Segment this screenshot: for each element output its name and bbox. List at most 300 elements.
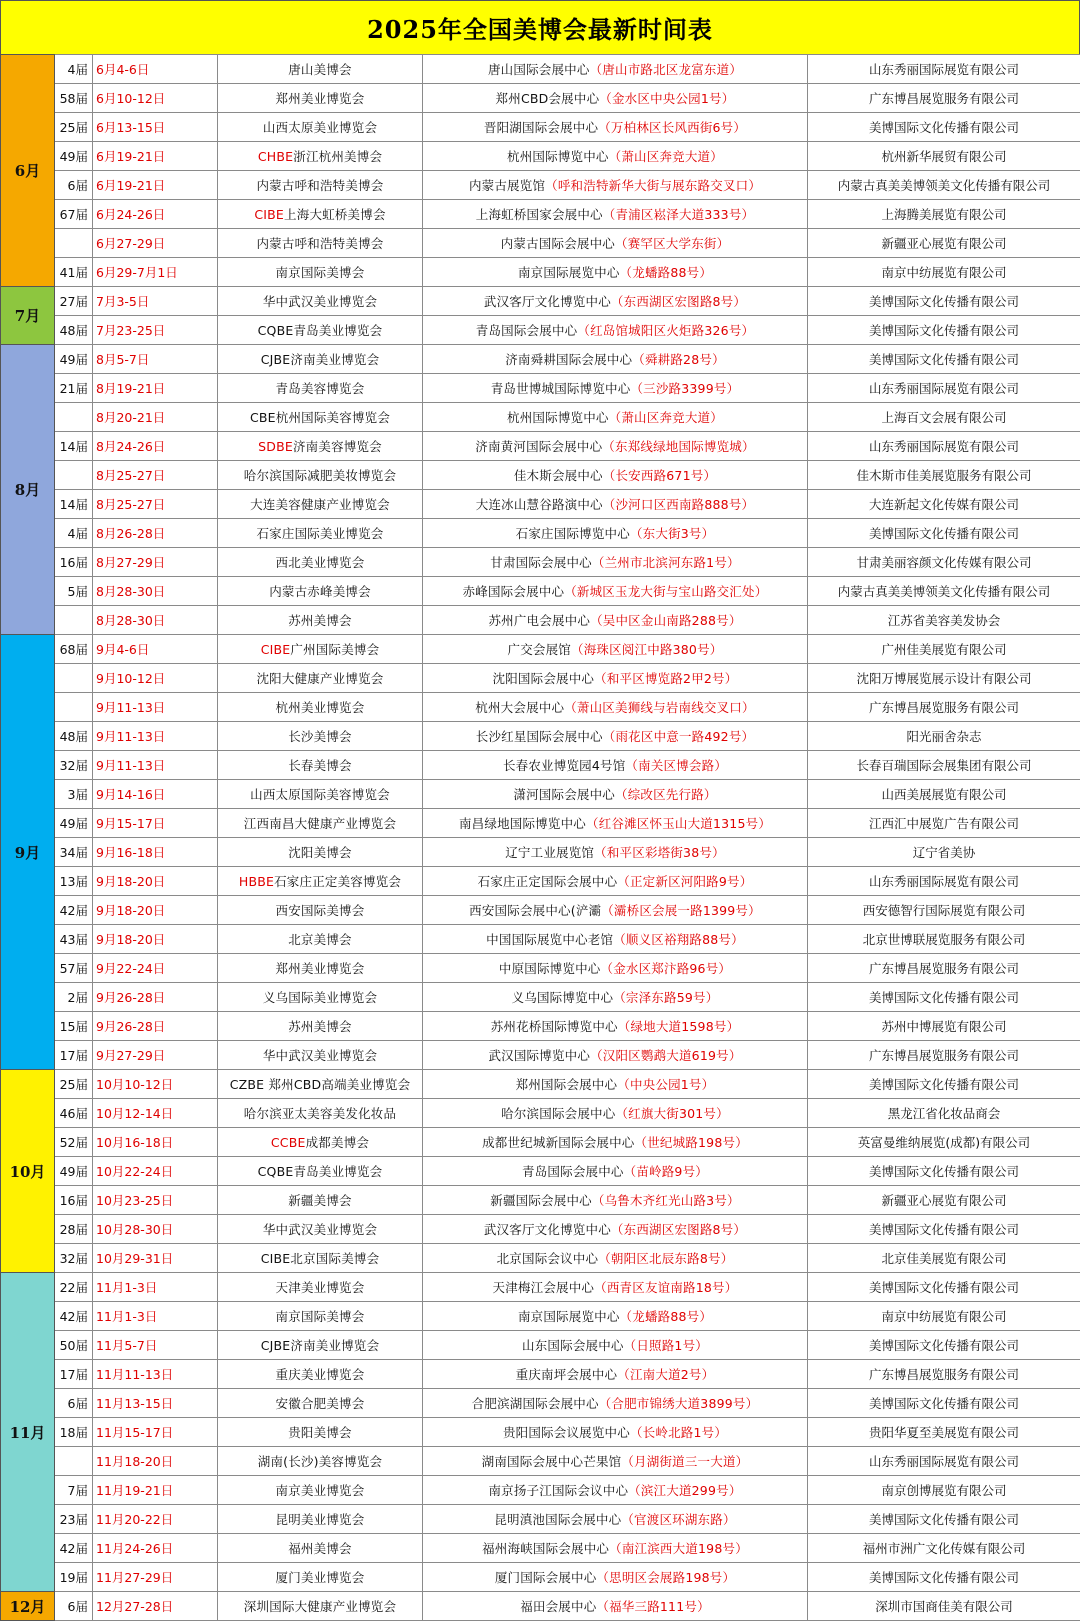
organizer-text: 美博国际文化传播有限公司 <box>869 526 1019 541</box>
venue-name: 杭州国际博览中心 <box>507 410 609 425</box>
venue-cell <box>423 1099 808 1128</box>
expo-name-cell <box>218 1563 423 1592</box>
venue-address: 舜耕路28号 <box>645 352 712 367</box>
venue-address: 汉阳区鹦鹉大道619号 <box>603 1048 729 1063</box>
date-text: 10月29-31日 <box>96 1251 173 1266</box>
venue-name: 重庆南坪会展中心 <box>516 1367 618 1382</box>
venue-address-open-paren: （ <box>571 642 584 657</box>
edition-cell <box>55 1070 93 1099</box>
table-row <box>1 432 1080 461</box>
edition-cell <box>55 1360 93 1389</box>
venue-address-close-paren: ） <box>727 1019 740 1034</box>
organizer-text: 广东博昌展览服务有限公司 <box>869 961 1019 976</box>
date-cell <box>93 983 218 1012</box>
venue-name: 甘肃国际会展中心 <box>490 555 592 570</box>
date-cell <box>93 1360 218 1389</box>
date-cell <box>93 1389 218 1418</box>
edition-text: 14届 <box>60 439 88 454</box>
edition-cell <box>55 1157 93 1186</box>
edition-cell <box>55 1215 93 1244</box>
expo-name-text: 昆明美业博览会 <box>276 1512 365 1527</box>
venue-name: 辽宁工业展览馆 <box>505 845 594 860</box>
venue-address-open-paren: （ <box>625 758 638 773</box>
venue-address-open-paren: （ <box>577 323 590 338</box>
organizer-text: 北京佳美展览有限公司 <box>881 1251 1006 1266</box>
edition-text: 58届 <box>60 91 88 106</box>
table-row <box>1 809 1080 838</box>
table-row <box>1 113 1080 142</box>
date-text: 11月27-29日 <box>96 1570 173 1585</box>
table-row <box>1 1244 1080 1273</box>
date-cell <box>93 461 218 490</box>
venue-address-close-paren: ） <box>702 1077 715 1092</box>
venue-address-open-paren: （ <box>628 1483 641 1498</box>
table-row <box>1 1476 1080 1505</box>
organizer-text: 南京中纺展览有限公司 <box>881 265 1006 280</box>
venue-cell <box>423 548 808 577</box>
edition-cell <box>55 925 93 954</box>
organizer-cell <box>808 925 1080 954</box>
schedule-table <box>0 54 1080 1621</box>
date-cell <box>93 693 218 722</box>
venue-address: 苗岭路9号 <box>636 1164 695 1179</box>
table-row <box>1 1012 1080 1041</box>
organizer-text: 美博国际文化传播有限公司 <box>869 120 1019 135</box>
edition-cell <box>55 461 93 490</box>
edition-text: 49届 <box>60 149 88 164</box>
edition-cell <box>55 838 93 867</box>
venue-address-close-paren: ） <box>703 468 716 483</box>
organizer-text: 美博国际文化传播有限公司 <box>869 1396 1019 1411</box>
organizer-text: 美博国际文化传播有限公司 <box>869 1570 1019 1585</box>
venue-name: 合肥滨湖国际会展中心 <box>472 1396 599 1411</box>
edition-cell <box>55 577 93 606</box>
organizer-text: 山东秀丽国际展览有限公司 <box>869 439 1019 454</box>
venue-address-close-paren: ） <box>706 990 719 1005</box>
venue-name: 潇河国际会展中心 <box>513 787 615 802</box>
edition-cell <box>55 519 93 548</box>
expo-brand-prefix: HBBE <box>239 874 274 889</box>
date-text: 6月29-7月1日 <box>96 265 178 280</box>
venue-cell <box>423 1041 808 1070</box>
organizer-text: 西安德智行国际展览有限公司 <box>863 903 1026 918</box>
expo-name-cell <box>218 1534 423 1563</box>
organizer-text: 山东秀丽国际展览有限公司 <box>869 874 1019 889</box>
venue-address: 呼和浩特新华大街与展东路交叉口 <box>558 178 749 193</box>
venue-address-open-paren: （ <box>601 903 614 918</box>
venue-address: 三沙路3399号 <box>643 381 726 396</box>
table-row <box>1 1128 1080 1157</box>
expo-name-text: CQBE青岛美业博览会 <box>258 323 383 338</box>
edition-cell <box>55 1041 93 1070</box>
venue-address: 和平区博览路2甲2号 <box>607 671 725 686</box>
venue-address: 世纪城路198号 <box>647 1135 735 1150</box>
table-row <box>1 925 1080 954</box>
venue-address: 雨花区中意一路492号 <box>615 729 741 744</box>
edition-text: 34届 <box>60 845 88 860</box>
organizer-cell <box>808 1476 1080 1505</box>
edition-cell <box>55 403 93 432</box>
edition-text: 25届 <box>60 1077 88 1092</box>
organizer-text: 上海腾美展览有限公司 <box>881 207 1006 222</box>
edition-text: 19届 <box>60 1570 88 1585</box>
date-cell <box>93 867 218 896</box>
date-text: 8月25-27日 <box>96 497 165 512</box>
edition-text: 18届 <box>60 1425 88 1440</box>
edition-text: 41届 <box>60 265 88 280</box>
edition-text: 13届 <box>60 874 88 889</box>
table-row <box>1 780 1080 809</box>
venue-name: 青岛国际会展中心 <box>476 323 578 338</box>
organizer-cell <box>808 1128 1080 1157</box>
date-cell <box>93 1099 218 1128</box>
expo-name-text: 郑州美业博览会 <box>276 91 365 106</box>
venue-address-close-paren: ） <box>710 149 723 164</box>
venue-name: 南昌绿地国际博览中心 <box>459 816 586 831</box>
venue-address-close-paren: ） <box>702 1367 715 1382</box>
organizer-text: 江苏省美容美发协会 <box>888 613 1001 628</box>
expo-name-text: 内蒙古呼和浩特美博会 <box>256 178 383 193</box>
organizer-cell <box>808 1331 1080 1360</box>
table-row <box>1 635 1080 664</box>
expo-brand-prefix: CIBE <box>261 642 291 657</box>
organizer-cell <box>808 1389 1080 1418</box>
organizer-cell <box>808 1273 1080 1302</box>
venue-address-close-paren: ） <box>733 120 746 135</box>
organizer-text: 广东博昌展览服务有限公司 <box>869 1048 1019 1063</box>
expo-name-text: 内蒙古呼和浩特美博会 <box>256 236 383 251</box>
edition-text: 68届 <box>60 642 88 657</box>
expo-name-text: 山西太原美业博览会 <box>263 120 377 135</box>
venue-cell <box>423 258 808 287</box>
expo-name-cell <box>218 1186 423 1215</box>
venue-address: 东西湖区宏图路8号 <box>624 294 734 309</box>
edition-cell <box>55 84 93 113</box>
venue-address: 长安西路671号 <box>615 468 703 483</box>
venue-address-open-paren: （ <box>564 700 577 715</box>
organizer-cell <box>808 722 1080 751</box>
date-cell <box>93 1041 218 1070</box>
venue-address-close-paren: ） <box>731 932 744 947</box>
venue-address-open-paren: （ <box>617 1367 630 1382</box>
expo-name-cell <box>218 751 423 780</box>
expo-brand-prefix: CCBE <box>271 1135 306 1150</box>
venue-name: 上海虹桥国家会展中心 <box>476 207 603 222</box>
table-row <box>1 258 1080 287</box>
date-text: 6月19-21日 <box>96 149 165 164</box>
venue-name: 成都世纪城新国际会展中心 <box>482 1135 634 1150</box>
expo-name-text: 义乌国际美业博览会 <box>263 990 377 1005</box>
date-text: 9月18-20日 <box>96 903 165 918</box>
venue-address: 南江滨西大道198号 <box>622 1541 735 1556</box>
table-row <box>1 1563 1080 1592</box>
organizer-text: 佳木斯市佳美展览服务有限公司 <box>856 468 1031 483</box>
organizer-text: 美博国际文化传播有限公司 <box>869 294 1019 309</box>
edition-text: 28届 <box>60 1222 88 1237</box>
date-text: 11月1-3日 <box>96 1309 157 1324</box>
organizer-text: 黑龙江省化妆品商会 <box>888 1106 1001 1121</box>
organizer-text: 内蒙古真美美博领美文化传播有限公司 <box>838 584 1051 599</box>
edition-cell <box>55 316 93 345</box>
venue-cell <box>423 519 808 548</box>
venue-address: 官渡区环湖东路 <box>634 1512 723 1527</box>
expo-name-cell <box>218 200 423 229</box>
organizer-cell <box>808 1157 1080 1186</box>
venue-address-close-paren: ） <box>742 323 755 338</box>
expo-name-text: 深圳国际大健康产业博览会 <box>244 1599 396 1614</box>
expo-name-cell <box>218 664 423 693</box>
venue-address-close-paren: ） <box>736 1454 749 1469</box>
expo-name-cell <box>218 1041 423 1070</box>
expo-name-text: 长春美博会 <box>288 758 352 773</box>
edition-cell <box>55 983 93 1012</box>
organizer-cell <box>808 896 1080 925</box>
venue-cell <box>423 1244 808 1273</box>
venue-address: 长岭北路1号 <box>643 1425 715 1440</box>
edition-text: 15届 <box>60 1019 88 1034</box>
organizer-cell <box>808 983 1080 1012</box>
organizer-cell <box>808 519 1080 548</box>
venue-address-open-paren: （ <box>594 845 607 860</box>
venue-cell <box>423 1360 808 1389</box>
table-row <box>1 577 1080 606</box>
venue-cell <box>423 1534 808 1563</box>
organizer-text: 美博国际文化传播有限公司 <box>869 1077 1019 1092</box>
edition-cell <box>55 258 93 287</box>
table-row <box>1 664 1080 693</box>
venue-cell <box>423 1563 808 1592</box>
expo-name-text: 山西太原国际美容博览会 <box>250 787 390 802</box>
organizer-text: 新疆亚心展览有限公司 <box>881 1193 1006 1208</box>
venue-address-close-paren: ） <box>735 1541 748 1556</box>
expo-name-text: 成都美博会 <box>306 1135 370 1150</box>
venue-address-open-paren: （ <box>594 671 607 686</box>
organizer-text: 上海百文会展有限公司 <box>881 410 1006 425</box>
organizer-cell <box>808 316 1080 345</box>
table-row <box>1 316 1080 345</box>
venue-address-open-paren: （ <box>611 294 624 309</box>
expo-name-cell <box>218 1476 423 1505</box>
venue-address: 萧山区美狮线与岩南线交叉口 <box>577 700 742 715</box>
table-row <box>1 1331 1080 1360</box>
expo-name-text: CQBE青岛美业博览会 <box>258 1164 383 1179</box>
expo-name-text: CZBE 郑州CBD高端美业博览会 <box>230 1077 411 1092</box>
venue-address-close-paren: ） <box>714 758 727 773</box>
date-text: 9月11-13日 <box>96 729 165 744</box>
edition-cell <box>55 1302 93 1331</box>
venue-cell <box>423 722 808 751</box>
venue-cell <box>423 606 808 635</box>
venue-address-close-paren: ） <box>727 555 740 570</box>
table-row <box>1 171 1080 200</box>
venue-address: 中央公园1号 <box>630 1077 702 1092</box>
expo-name-cell <box>218 374 423 403</box>
edition-cell <box>55 1418 93 1447</box>
edition-cell <box>55 113 93 142</box>
organizer-text: 美博国际文化传播有限公司 <box>869 323 1019 338</box>
venue-cell <box>423 1012 808 1041</box>
venue-cell <box>423 780 808 809</box>
expo-name-text: 南京美业博览会 <box>276 1483 365 1498</box>
date-cell <box>93 55 218 84</box>
date-cell <box>93 1505 218 1534</box>
date-text: 10月10-12日 <box>96 1077 173 1092</box>
venue-address: 合肥市锦绣大道3899号 <box>611 1396 745 1411</box>
expo-name-cell <box>218 925 423 954</box>
venue-cell <box>423 461 808 490</box>
edition-cell <box>55 1592 93 1621</box>
venue-cell <box>423 84 808 113</box>
table-row <box>1 1070 1080 1099</box>
date-text: 9月18-20日 <box>96 932 165 947</box>
venue-address-close-paren: ） <box>742 497 755 512</box>
venue-name: 杭州大会展中心 <box>475 700 564 715</box>
venue-cell <box>423 1505 808 1534</box>
expo-name-cell <box>218 983 423 1012</box>
organizer-cell <box>808 171 1080 200</box>
table-row <box>1 1157 1080 1186</box>
table-row <box>1 403 1080 432</box>
organizer-cell <box>808 867 1080 896</box>
venue-name: 哈尔滨国际会展中心 <box>501 1106 615 1121</box>
table-row <box>1 519 1080 548</box>
edition-text: 27届 <box>60 294 88 309</box>
edition-text: 2届 <box>68 990 88 1005</box>
edition-text: 67届 <box>60 207 88 222</box>
organizer-text: 内蒙古真美美博领美文化传播有限公司 <box>838 178 1051 193</box>
date-text: 6月19-21日 <box>96 178 165 193</box>
venue-address-open-paren: （ <box>624 1338 637 1353</box>
edition-cell <box>55 751 93 780</box>
edition-cell <box>55 1447 93 1476</box>
organizer-cell <box>808 1563 1080 1592</box>
venue-name: 青岛国际会展中心 <box>522 1164 624 1179</box>
date-cell <box>93 519 218 548</box>
table-row <box>1 1534 1080 1563</box>
venue-address-open-paren: （ <box>617 1077 630 1092</box>
venue-address-close-paren: ） <box>716 1106 729 1121</box>
date-text: 8月25-27日 <box>96 468 165 483</box>
date-text: 9月11-13日 <box>96 700 165 715</box>
venue-address-open-paren: （ <box>620 1309 633 1324</box>
table-row <box>1 1592 1080 1621</box>
expo-name-text: CJBE济南美业博览会 <box>261 1338 380 1353</box>
expo-name-text: 华中武汉美业博览会 <box>263 1222 377 1237</box>
date-text: 6月13-15日 <box>96 120 165 135</box>
venue-cell <box>423 432 808 461</box>
venue-address-close-paren: ） <box>755 584 768 599</box>
organizer-text: 江西汇中展览广告有限公司 <box>869 816 1019 831</box>
venue-address: 正定新区河阳路9号 <box>630 874 740 889</box>
venue-cell <box>423 1331 808 1360</box>
organizer-text: 美博国际文化传播有限公司 <box>869 990 1019 1005</box>
venue-address-close-paren: ） <box>704 787 717 802</box>
venue-address-open-paren: （ <box>630 526 643 541</box>
venue-address-open-paren: （ <box>630 381 643 396</box>
date-text: 11月5-7日 <box>96 1338 157 1353</box>
edition-text: 6届 <box>68 178 88 193</box>
venue-address-open-paren: （ <box>600 961 613 976</box>
venue-name: 内蒙古国际会展中心 <box>501 236 615 251</box>
edition-cell <box>55 1331 93 1360</box>
edition-text: 49届 <box>60 352 88 367</box>
table-row <box>1 867 1080 896</box>
venue-address: 顺义区裕翔路88号 <box>626 932 731 947</box>
edition-cell <box>55 1389 93 1418</box>
date-text: 8月5-7日 <box>96 352 149 367</box>
venue-name: 杭州国际博览中心 <box>507 149 609 164</box>
venue-name: 北京国际会议中心 <box>497 1251 599 1266</box>
venue-address-close-paren: ） <box>695 1338 708 1353</box>
expo-name-cell <box>218 432 423 461</box>
venue-address-open-paren: （ <box>590 1048 603 1063</box>
organizer-text: 山东秀丽国际展览有限公司 <box>869 62 1019 77</box>
date-cell <box>93 1563 218 1592</box>
venue-name: 沈阳国际会展中心 <box>493 671 595 686</box>
venue-cell <box>423 1273 808 1302</box>
edition-text: 16届 <box>60 555 88 570</box>
expo-name-text: 江西南昌大健康产业博览会 <box>244 816 396 831</box>
venue-name: 济南舜耕国际会展中心 <box>505 352 632 367</box>
organizer-cell <box>808 113 1080 142</box>
venue-cell <box>423 1215 808 1244</box>
venue-address-open-paren: （ <box>632 352 645 367</box>
venue-address-open-paren: （ <box>609 1541 622 1556</box>
organizer-text: 山东秀丽国际展览有限公司 <box>869 381 1019 396</box>
organizer-cell <box>808 345 1080 374</box>
date-text: 10月22-24日 <box>96 1164 173 1179</box>
edition-cell <box>55 1534 93 1563</box>
venue-address: 综改区先行路 <box>628 787 704 802</box>
venue-address-close-paren: ） <box>746 1396 759 1411</box>
venue-name: 福州海峡国际会展中心 <box>482 1541 609 1556</box>
month-cell: 10月 <box>1 1070 55 1273</box>
edition-cell <box>55 867 93 896</box>
venue-cell <box>423 1592 808 1621</box>
edition-cell <box>55 200 93 229</box>
expo-name-cell <box>218 1128 423 1157</box>
expo-name-cell <box>218 84 423 113</box>
edition-text: 42届 <box>60 1309 88 1324</box>
organizer-cell <box>808 548 1080 577</box>
organizer-cell <box>808 84 1080 113</box>
expo-name-cell <box>218 577 423 606</box>
date-cell <box>93 1012 218 1041</box>
venue-address-close-paren: ） <box>758 816 771 831</box>
venue-address: 新城区玉龙大街与宝山路交汇处 <box>577 584 755 599</box>
organizer-cell <box>808 1534 1080 1563</box>
venue-name: 内蒙古展览馆 <box>469 178 545 193</box>
expo-name-text: 上海大虹桥美博会 <box>284 207 386 222</box>
organizer-cell <box>808 490 1080 519</box>
venue-address: 灞桥区会展一路1399号 <box>614 903 748 918</box>
date-cell <box>93 1447 218 1476</box>
venue-address-close-paren: ） <box>712 352 725 367</box>
table-row <box>1 345 1080 374</box>
expo-name-text: 南京国际美博会 <box>276 265 365 280</box>
edition-text: 22届 <box>60 1280 88 1295</box>
organizer-cell <box>808 780 1080 809</box>
month-cell: 8月 <box>1 345 55 635</box>
expo-name-cell <box>218 606 423 635</box>
table-row <box>1 490 1080 519</box>
date-text: 11月24-26日 <box>96 1541 173 1556</box>
organizer-cell <box>808 1592 1080 1621</box>
organizer-text: 甘肃美丽容颜文化传媒有限公司 <box>856 555 1031 570</box>
venue-address-close-paren: ） <box>735 1135 748 1150</box>
expo-name-text: 哈尔滨亚太美容美发化妆品 <box>244 1106 396 1121</box>
edition-text: 6届 <box>68 1396 88 1411</box>
